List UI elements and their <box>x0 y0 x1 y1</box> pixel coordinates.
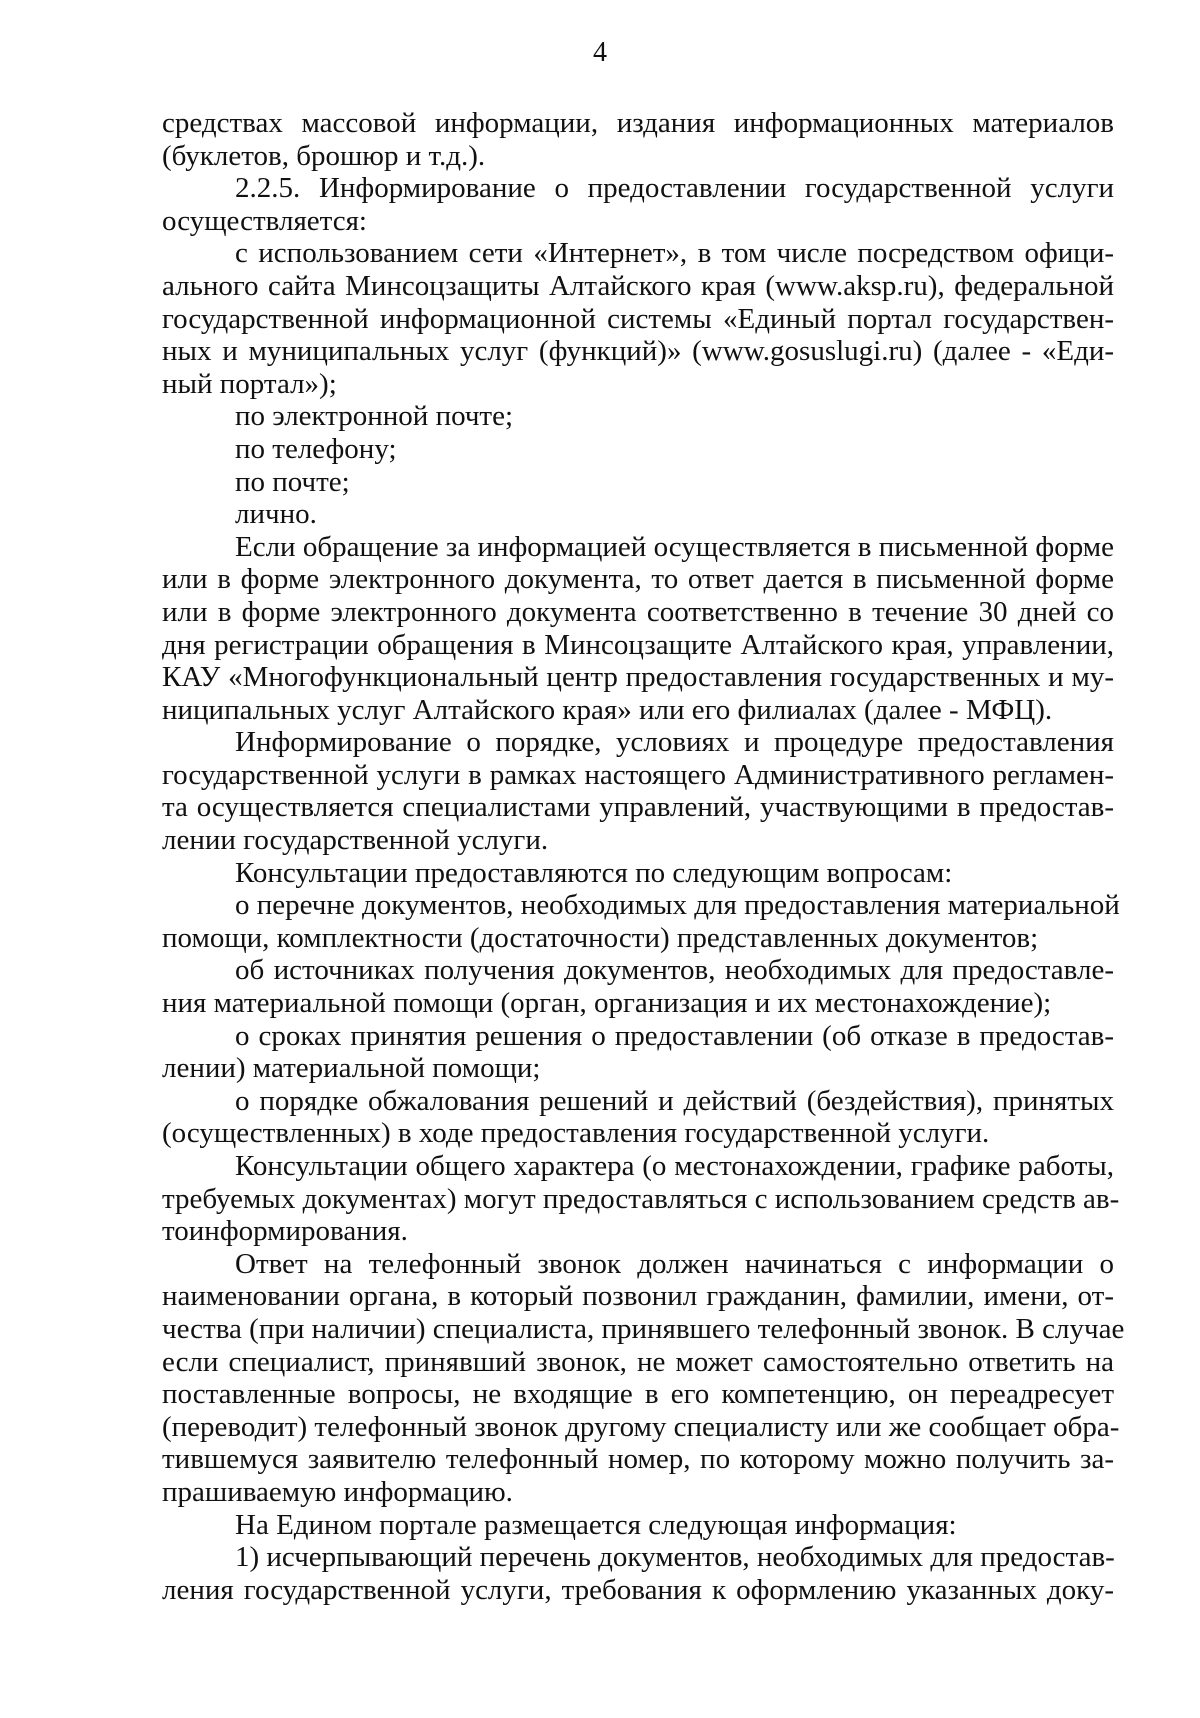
text-line: или в форме электронного документа, то ответ дается в письменной форме <box>162 563 1114 596</box>
text-line: лении) материальной помощи; <box>162 1052 541 1085</box>
paragraph-start-line: Консультации предоставляются по следующим вопросам: <box>235 856 953 889</box>
text-line: тившемуся заявителю телефонный номер, по которому можно получить за- <box>162 1443 1114 1476</box>
paragraph-start-line: На Едином портале размещается следующая информация: <box>235 1508 957 1541</box>
text-line: (переводит) телефонный звонок другому специалисту или же сообщает обра- <box>162 1410 1120 1443</box>
text-line: помощи, комплектности (достаточности) представленных документов; <box>162 921 1039 954</box>
list-item-line: по почте; <box>235 465 350 498</box>
list-item-line: 1) исчерпывающий перечень документов, необходимых для предостав- <box>235 1541 1115 1574</box>
text-line: КАУ «Многофункциональный центр предоставления государственных и му- <box>162 661 1114 694</box>
paragraph-start-line: Если обращение за информацией осуществляется в письменной форме <box>235 530 1114 563</box>
text-line: та осуществляется специалистами управлений, участвующими в предостав- <box>162 791 1114 824</box>
list-item-line: о порядке обжалования решений и действий (бездействия), принятых <box>235 1084 1114 1117</box>
paragraph-start-line: Ответ на телефонный звонок должен начинаться с информации о <box>235 1247 1114 1280</box>
text-line: лении государственной услуги. <box>162 824 549 857</box>
text-line: государственной услуги в рамках настоящего Административного регламен- <box>162 758 1114 791</box>
text-line: ального сайта Минсоцзащиты Алтайского края (www.aksp.ru), федеральной <box>162 269 1114 302</box>
text-line: средствах массовой информации, издания информационных материалов <box>162 107 1114 139</box>
paragraph-start-line: Консультации общего характера (о местонахождении, графике работы, <box>235 1150 1114 1182</box>
list-item-line: о сроках принятия решения о предоставлении (об отказе в предостав- <box>235 1019 1114 1052</box>
text-line: дня регистрации обращения в Минсоцзащите Алтайского края, управлении, <box>162 628 1114 661</box>
list-item-line: о перечне документов, необходимых для предоставления материальной <box>235 889 1120 922</box>
text-line: ный портал»); <box>162 367 337 400</box>
text-line: или в форме электронного документа соответственно в течение 30 дней со <box>162 595 1114 628</box>
text-line: ных и муниципальных услуг (функций)» (www.gosuslugi.ru) (далее - «Еди- <box>162 335 1114 368</box>
section-heading-line: 2.2.5. Информирование о предоставлении государственной услуги <box>235 172 1114 205</box>
list-item-line: лично. <box>235 498 317 531</box>
paragraph-start-line: Информирование о порядке, условиях и процедуре предоставления <box>235 726 1114 759</box>
list-item-line: по электронной почте; <box>235 400 514 433</box>
text-line: чества (при наличии) специалиста, принявшего телефонный звонок. В случае <box>162 1312 1125 1345</box>
text-line: ления государственной услуги, требования к оформлению указанных доку- <box>162 1573 1114 1606</box>
page-number: 4 <box>593 37 607 68</box>
text-line: ниципальных услуг Алтайского края» или его филиалах (далее - МФЦ). <box>162 693 1053 726</box>
text-line: осуществляется: <box>162 204 367 237</box>
text-line: тоинформирования. <box>162 1215 408 1248</box>
list-item-line: по телефону; <box>235 432 397 465</box>
text-line: (осуществленных) в ходе предоставления государственной услуги. <box>162 1117 990 1150</box>
text-line: (буклетов, брошюр и т.д.). <box>162 139 486 172</box>
document-body <box>162 107 1125 1606</box>
list-item-line: с использованием сети «Интернет», в том числе посредством офици- <box>235 237 1114 270</box>
text-line: прашиваемую информацию. <box>162 1475 513 1508</box>
text-line: наименовании органа, в который позвонил гражданин, фамилии, имени, от- <box>162 1280 1114 1313</box>
list-item-line: об источниках получения документов, необходимых для предоставле- <box>235 954 1114 987</box>
text-line: требуемых документах) могут предоставляться с использованием средств ав- <box>162 1182 1120 1215</box>
text-line: ния материальной помощи (орган, организация и их местонахождение); <box>162 987 1052 1020</box>
text-line: если специалист, принявший звонок, не может самостоятельно ответить на <box>162 1345 1114 1378</box>
text-line: поставленные вопросы, не входящие в его компетенцию, он переадресует <box>162 1378 1114 1411</box>
text-line: государственной информационной системы «Единый портал государствен- <box>162 302 1114 335</box>
